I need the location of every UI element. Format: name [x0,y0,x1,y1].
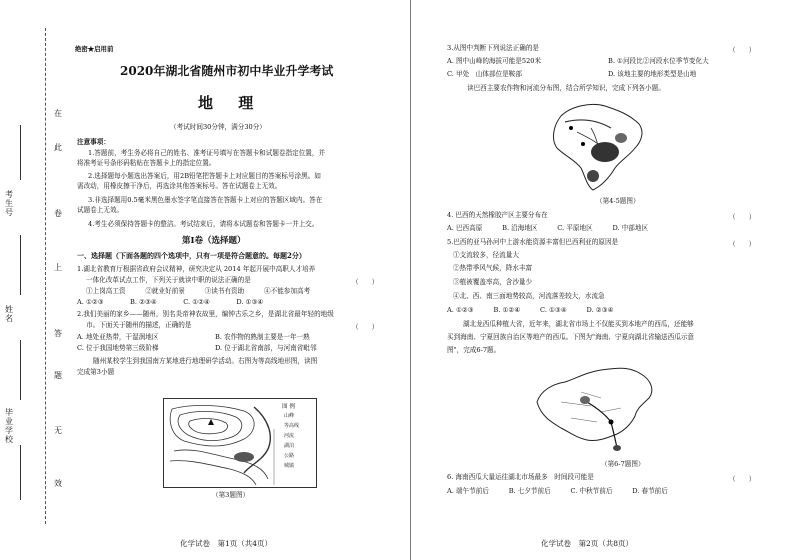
legend-item: 城镇 [284,463,295,469]
legend-item: 等高线 [284,423,300,429]
legend-title: 图 例 [282,404,295,410]
subject-title: 地 理 [198,94,264,112]
q45-intro: 读巴西主要农作物和河流分布图，结合所学知识，完成下列各小题。 [467,84,665,92]
notice-title: 注意事项： [77,138,110,146]
margin-warning-char: 此 [54,143,62,152]
margin-warning-char: 卷 [54,209,62,218]
secret-header: 绝密★启用前 [75,45,114,53]
q5-item: ②热带季风气候，降水丰富 [453,264,533,272]
section-title: 一、选择题（下面各题的四个选项中，只有一项是符合题意的。每题2分） [77,251,306,260]
margin-underline [20,445,21,500]
q5-stem: 5.巴西的亚马孙河中上游水能资源丰富但巴西利亚的原因是 [447,238,619,246]
notice-line: 1.答题前，考生务必将自己的姓名、准考证号填写在答题卡和试题卷指定位置，并 [88,149,326,157]
part-title: 第Ⅰ卷（选择题） [182,236,246,246]
margin-warning-char: 答 [54,329,62,338]
q2-stem: 市。下面关于随州的描述，正确的是 [86,321,192,329]
right-page [410,0,794,560]
notice-line: 2.选择题每小题选出答案后，用2B铅笔把答题卡上对应题目的答案标号涂黑。如 [88,172,321,180]
q2-option-d: D. 位于湖北省南部，与河南省毗邻 [215,344,317,352]
binding-dashed-line [45,28,46,524]
q6-options: A. 端午节前后 B. 七夕节前后 C. 中秋节前后 D. 春节前后 [447,487,668,495]
margin-label-name: 姓名 [5,305,13,323]
legend-item: 山峰 [284,413,295,419]
q5-item: ③植被覆盖率高，含沙量少 [453,278,533,286]
margin-label-exam-number: 考生号 [5,190,13,217]
legend-item: 公路 [284,453,295,459]
q5-item: ①支流较多，径流量大 [453,251,519,259]
q3-option-d: D. 该地主要的地形类型是山地 [608,70,697,78]
map3-caption: （第3题图） [212,491,250,499]
q5-item: ④北、西、南三面地势较高，河流落差较大，水流急 [453,292,605,300]
q3-option-c: C. 甲处 山体部位是鞍部 [447,70,522,78]
q2-option-b: B. 农作物的熟制主要是一年一熟 [215,333,310,341]
notice-line: 4.考生必须保持答题卡的整洁。考试结束后，请将本试题卷和答题卡一并上交。 [88,220,319,228]
q5-answer-paren: （ ） [729,240,756,248]
q2-stem: 2.我们美丽的家乡——随州，别名炎帝神农故里，编钟古乐之乡，是湖北省最年轻的地级 [77,310,334,318]
q4-options: A. 巴西高原 B. 沿海地区 C. 平原地区 D. 中部地区 [447,224,649,232]
brazil-map-figure [541,98,651,193]
margin-underline [20,125,21,180]
notice-line: 将准考证号条形码粘贴在答题卡上的指定位置。 [77,159,216,167]
q1-stem: 一体化改革试点工作，下列关于就读中职的说法正确的是 [86,276,251,284]
q67-intro: 湖北龙西瓜种植大省，近年来，湖北省市场上不仅能买到本地产的西瓜，还能够 [463,320,694,328]
notice-line: 需改动，用橡皮擦干净后，再选涂其他答案标号。答在试题卷上无效。 [77,182,282,190]
q5-choices: A. ①②③ B. ①②④ C. ①③④ D. ②③④ [447,306,614,314]
margin-underline [20,235,21,295]
q6-stem: 6. 海南西瓜大量运往湖北市场最多 时间段可能是 [447,473,594,481]
q67-intro: 图"，完成6-7题。 [447,346,501,354]
q3-answer-paren: （ ） [729,46,756,54]
notice-line: 试题卷上无效。 [77,206,124,214]
q1-stem: 1.湖北省教育厅根据省政府会议精神，研究决定从 2014 年起开展中高职人才培养 [77,265,316,273]
notice-line: 3.非选择题用0.5毫米黑色墨水签字笔直接答在答题卡上对应的答题区域内。答在 [88,196,323,204]
china-map-figure [531,362,661,454]
q1-answer-paren: （ ） [352,278,379,286]
q6-answer-paren: （ ） [729,475,756,483]
margin-warning-char: 上 [54,263,62,272]
q3-intro: 完成第3小题 [77,368,115,376]
page-footer: 化学试卷 第1页（共4页） [180,539,273,548]
map45-caption: （第4-5题图） [596,197,640,205]
time-note: （考试时间30分钟，满分30分） [170,123,266,131]
q2-option-c: C. 位于我国地势第三级阶梯 [77,344,159,352]
q2-option-a: A. 地处亚热带，干湿润地区 [77,333,159,341]
legend-item: 河流 [284,433,295,439]
map67-caption: （第6-7题图） [601,460,645,468]
q4-answer-paren: （ ） [729,213,756,221]
exam-title: 2020年湖北省随州市初中毕业升学考试 [120,64,334,78]
brazil-map [541,98,651,193]
q3-option-a: A. 图中山峰的海拔可能是520米 [447,57,542,65]
margin-underline [20,340,21,400]
contour-map-figure [163,398,317,488]
page-footer: 化学试卷 第2页（共8页） [541,539,634,548]
q3-stem: 3.从图中判断下列说法正确的是 [447,44,540,52]
margin-warning-char: 题 [54,371,62,380]
legend-item: 湖泊 [284,443,295,449]
q3-intro: 随州某校学生到我国南方某地进行地理研学活动。右图为等高线地形图，读图 [93,357,318,365]
q1-options: ①上岗高工资 ②就业好前景 ③读书有资助 ④不能参加高考 [86,287,311,295]
q1-choices: A. ①②③ B. ②③④ C. ①②④ D. ①③④ [77,298,264,306]
margin-label-school: 毕业学校 [5,408,13,444]
margin-warning-char: 在 [54,109,62,118]
margin-warning-char: 效 [54,479,62,488]
q2-answer-paren: （ ） [352,323,379,331]
q3-option-b: B. ①河段比②河段水位季节变化大 [608,57,709,65]
margin-warning-char: 无 [54,426,62,435]
china-map [531,362,661,454]
q67-intro: 买到海南、宁夏回族自治区等地产的西瓜。下图为"海南、宁夏向湖北省输送西瓜示意 [447,333,694,341]
q4-stem: 4. 巴西的天然橡胶产区主要分布在 [447,211,548,219]
